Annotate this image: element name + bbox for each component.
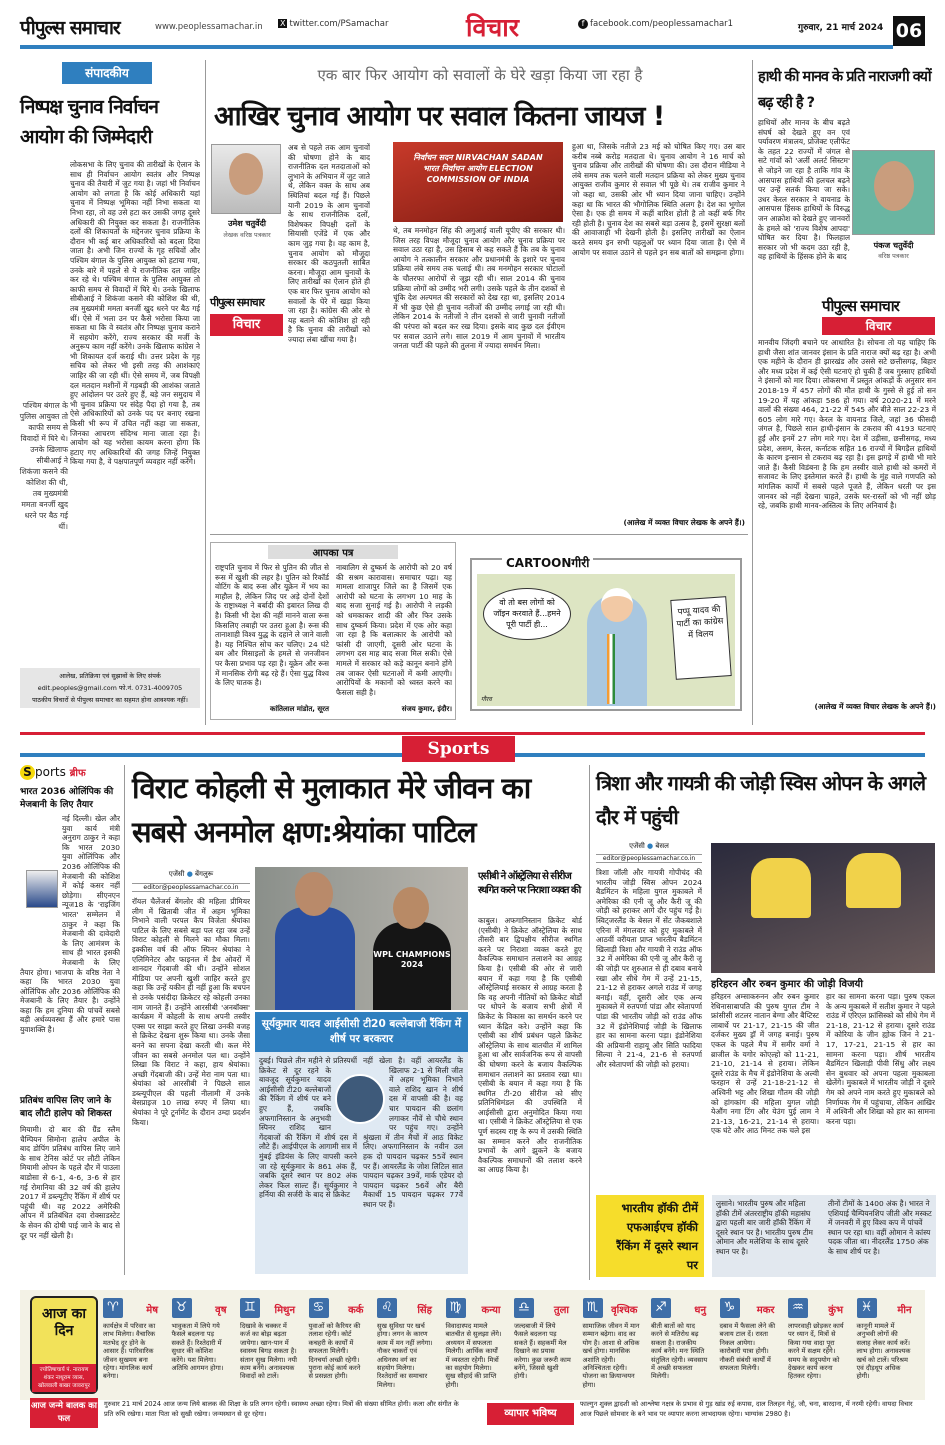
elephant-body-2: मानवीय जिंदगी बचाने पर आधारित है। सोचना तो यह चाहिए कि हाथी जैसा शांत जानवर इंसान के प्रति नाराज क्यों बढ़ रहा है। अभी एक महीने के दौरान ही झारखंड और उससे सटे छत्तीसगढ़, बिहार और मध्य प्रदेश में कई ऐसी घटनाएं हो चुकी हैं जब गुस्साए हाथियों ने इंसानों को मार दिया। लोकसभा में प्रस्तुत आंकड़ों के अनुसार सन 2018-19 में 457 लोगों की मौत हाथी के गुस्से से हुई तो सन 19-20 में यह आंकड़ा 586 हो गया। वर्ष 2020-21 में मरने वालों की संख्या 464, 21-22 में 545 और बीते साल 22-23 में 605 लोग मारे गए। केरल के वायनाड जिले, जहां 36 फीसदी जंगल है, पिछले साल हाथी-इंसान के टकराव की 4193 घटनाएं हुईं और इनमें 27 लोग मारे गए। देश में उड़ीसा, छत्तीसगढ़, मध्य प्रदेश, असम, केरल, कर्नाटक सहित 16 राज्यों में बिगड़ैल हाथियों के कारण इन्सान से टकराव बढ़ रहा है। इस झगड़े में हाथी भी मारे जाते हैं। कैसी विडंबना है कि हम तस्वीर वाले हाथी को कमरों में सजावट के लिए इस्तेमाल करते हैं। हाथी के मुंह वाले गणपति को मांगलिक कार्यों में सबसे पहले पूजते हैं, लेकिन धरती पर इस जानवर को नहीं देखना चाहते, उसके घर-रास्तों को भी नहीं छोड़ रहे, जबकि हाथी मानव-अस्तित्व के लिए अनिवार्य है। xyxy=(758,338,936,511)
lead-col1: अब से पहले तक आम चुनावों की घोषणा होने के बाद राजनीतिक दल मतदाताओं को लुभाने के अभियान में जुट जाते थे, लेकिन वक्त के साथ अब स्थितियां बदल गई हैं। पिछले यानी 2019 के आम चुनावों के साथ राजनीतिक दलों, विशेषकर विपक्षी दलों के सियासी एजेंडे में एक और काम जुड़ गया है। वह काम है, चुनाव आयोग को मौजूदा सरकार की कठपुतली साबित करना। मौजूदा आम चुनावों के लिए तारीखों का ऐलान होते ही एक बार फिर चुनाव आयोग को सवालों के घेरे में खड़ा किया जा रहा है। कांग्रेस की ओर से यह बताने की कोशिश हो रही है कि चुनाव की तारीखों को ज्यादा लंबा खींचा गया है। xyxy=(288,143,370,344)
facebook-handle[interactable]: facebook.com/peoplessamachar1 xyxy=(590,19,734,29)
shreyanka-face xyxy=(393,887,429,929)
author-face xyxy=(874,161,914,211)
zodiac-name: मिथुन xyxy=(274,1305,295,1316)
zodiac-name: वृश्चिक xyxy=(611,1305,638,1316)
hockey-body-2: तीनों टीमों के 1400 अंक है। भारत ने एशियाई चैम्पियनशिप जीती और मस्कट में जनवरी में हुए विश्व कप में पांचवें स्थान पर रहा था। वहीं ओमान ने कांस्य पदक जीता था। नीदरलैंड 1750 अंक के साथ शीर्ष पर है। xyxy=(828,1199,932,1256)
kohli-byline xyxy=(132,870,250,879)
logo-text: पीपुल्स समाचार xyxy=(822,297,899,315)
zodiac-prediction: कानूनी मामले में अनुभवी लोगों की सलाह लेकर कार्य करें। लाभ होगा। अनावश्यक खर्च को टालें। परिश्रम एवं दौड़धूप अधिक होगी। xyxy=(856,1322,911,1381)
letters-box xyxy=(210,542,456,720)
dateline: बेसल xyxy=(655,842,669,850)
zodiac-7 xyxy=(514,1298,571,1390)
hockey-body-1: लुसाने। भारतीय पुरुष और महिला हॉकी टीमें अंतरराष्ट्रीय हॉकी महासंघ द्वारा पहली बार जारी हॉकी रैंकिंग में दूसरे स्थान पर है। भारतीय पुरुष टीम ओमान और मलेशिया के साथ दूसरे स्थान पर है। xyxy=(716,1199,813,1256)
zodiac-prediction: बीती बातों को याद करने से मतिरोध बढ़ सकता है। राजकीय कार्य बनेंगे। मनः स्थिति संतुलित रहेगी। व्यवसाय में अच्छी सफलता मिलेगी। xyxy=(651,1322,708,1381)
column-divider xyxy=(124,765,125,1275)
zodiac-name: कुंभ xyxy=(828,1305,843,1316)
divider xyxy=(210,534,748,535)
zodiac-name: सिंह xyxy=(417,1305,432,1316)
zodiac-prediction: लापरवाही छोड़कर कार्य पर ध्यान दें, मित्रों से किया गया वादा पूरा करने में सक्षम रहेंगे। समय के सदुपयोग को देखकर कार्य करना हितकर रहेगा। xyxy=(788,1322,844,1381)
suryakumar-photo xyxy=(335,1074,385,1124)
player-1 xyxy=(751,858,811,918)
badminton-headline: त्रिशा और गायत्री की जोड़ी स्विस ओपन के अगले दौर में पहुंची xyxy=(596,771,926,829)
lead-headline: आखिर चुनाव आयोग पर सवाल कितना जायज ! xyxy=(214,101,665,132)
badminton-sub-col2: हार का सामना करना पड़ा। पुरुष एकल के अन्य मुकाबले में सतीश कुमार ने पहले राउंड में एरिएल फ्रांसिस्को को सीधे गेम में 21-18, 21-12 से हराया। दूसरे राउंड में कोरिया के जीन ह्योक जिन ने 21-17, 17-21, 21-15 से हार का सामना करना पड़ा। शीर्ष भारतीय बैडमिंटन खिलाड़ी पीवी सिंधु और लक्ष्य सेन बुधवार को अपना पहला मुकाबला खेलेंगे। मुकाबले में भारतीय जोड़ी ने दूसरे गेम को अपने नाम करते हुए मुकाबले को निर्णायक गेम में पहुंचाया, लेकिन आखिर में अश्विनी और शिखा को हार का सामना करना पड़ा। xyxy=(826,992,935,1126)
zodiac-prediction: कार्यक्षेत्र में परिवार का लाभ मिलेगा। वैचारिक मतभेद दूर होने के आसार हैं। पारिवारिक जीवन सुखमय बना रहेगा। मांगलिक कार्य बनेगा। xyxy=(103,1322,156,1381)
zodiac-2 xyxy=(172,1298,229,1390)
logo-label: विचार xyxy=(822,317,935,335)
kohli-body: रॉयल चैलेंजर्स बेंगलोर की महिला प्रीमियर लीग में खिताबी जीत में अहम भूमिका निभाने वाली परपल कैप विजेता श्रेयांका पाटिल के लिए सबसे बड़ा पल रहा जब उन्हें विराट कोहली से मिलने का मौका मिला। इक्कीस वर्ष की ऑफ स्पिनर श्रेयांका ने एलिमिनेटर और फाइनल में डैथ ओवरों में शानदार गेंदबाजी की थी। उन्होंने सोशल मीडिया पर अपनी खुशी जाहिर करते हुए कहा कि उन्हें यकीन ही नहीं हुआ कि बचपन से उनके पसंदीदा क्रिकेटर रहे कोहली उनका नाम जानते हैं। उन्होंने आरसीबी 'अनबॉक्स' कार्यक्रम में कोहली के साथ अपनी तस्वीर एक्स पर साझा करते हुए लिखा उनकी वजह से क्रिकेट देखना शुरू किया था। उनके जैसा बनने का सपना देखा करती थी। कल मेरे जीवन का सबसे अनमोल पल था। उन्होंने लिखा कि विराट ने कहा, हाय श्रेयांका। अच्छी गेंदबाजी की। उन्हें मेरा नाम पता था। श्रेयांका को आरसीबी ने पिछले साल डब्ल्यूपीएल की पहली नीलामी में उनके बेसप्राइज 10 लाख रुपए में लिया था। श्रेयांका ने पूरे टूर्नामेंट के दौरान उम्दा प्रदर्शन किया। xyxy=(132,897,250,1127)
author-photo xyxy=(211,144,281,214)
column-divider xyxy=(752,60,753,725)
horoscope-title: आज का दिन xyxy=(42,1306,86,1339)
agency: एजेंसी xyxy=(629,842,645,850)
zodiac-10 xyxy=(720,1298,777,1390)
elephant-headline: हाथी की मानव के प्रति नाराजगी क्यों बढ़ रही है ? xyxy=(758,69,931,111)
zodiac-symbol-icon: ♐ xyxy=(651,1298,671,1318)
sports-section-label: Sports xyxy=(402,736,515,762)
kohli-email[interactable]: editor@peoplessamachar.co.in xyxy=(132,883,250,892)
bullet-icon: ● xyxy=(647,842,654,850)
masthead-logo xyxy=(20,14,120,40)
business-forecast-text: फाल्गुन शुक्ल द्वादशी को आश्लेषा नक्षत्र के प्रभाव से गुड़ खांड रुई कपास, दाल तिलहन गेहूं, जौ, चना, बारदाना, में नरमी रहेगी। वायदा विचार आज पिछले सोमवार के बने भाव पर व्यापार करना लाभदायक रहेगा। भाग्यांक 2980 है। xyxy=(580,1400,913,1418)
cartoon-title: CARTOONगीरी xyxy=(502,554,593,571)
zodiac-name: वृष xyxy=(215,1305,227,1316)
zodiac-symbol-icon: ♍ xyxy=(446,1298,466,1318)
lead-col3: हुआ था, जिसके नतीजे 23 मई को घोषित किए गए। उस बार करीब नब्बे करोड़ मतदाता थे। चुनाव आयोग ने 16 मार्च को चुनाव प्रक्रिया और तारीखों की घोषणा की। उस दौरान मीडिया ने लंबे समय तक चलने वाली मतदान प्रक्रिया को लेकर मुख्य चुनाव आयुक्त राजीव कुमार से सवाल भी पूछे थे। तब राजीव कुमार ने जो कहा था, उसकी ओर भी ध्यान दिया जाना चाहिए। उन्होंने कहा था कि भारत की भौगोलिक स्थिति अलग है। देश का भूगोल ऐसा है। एक ही समय में कहीं बारिश होती है तो कहीं बर्फ गिर रही होती है। चुनाव देश का सबसे बड़ा उत्सव है, इसमें सुरक्षा बलों की आवाजाही भी देखनी होती है। इसलिए तारीखों का ऐलान करते समय इन सभी पहलुओं पर ध्यान दिया जाता है। ऐसे में आयोग पर सवाल उठाने से पहले इन सब बातों को समझना होगा। xyxy=(572,142,745,257)
cartoon-illustration xyxy=(477,574,735,706)
page-number: 06 xyxy=(893,16,925,46)
zodiac-prediction: जल्दबाजी में लिये फैसले बदलना पड़ सकते हैं। सहकर्मी मेल दिखाने का प्रयास करेगा। कुछ जरूरी काम बनेंगे, जिससे खुशी होगी। xyxy=(514,1322,571,1381)
zodiac-prediction: सुख सुविधा पर खर्च होगा। लगन के कारण काम में मन नहीं लगेगा। नौकर चाकरों एवं अधिनस्थ वर्ग का सहयोग मिलेगा। रिश्तेदारों का समाचार मिलेगा। xyxy=(377,1322,433,1389)
badminton-email[interactable]: editor@peoplessamachar.co.in xyxy=(596,854,702,863)
cartoon-figure xyxy=(587,594,647,706)
brief-1-body: नई दिल्ली। खेल और युवा कार्य मंत्री अनुराग ठाकुर ने कहा कि भारत 2030 युवा ओलिंपिक और 2036 ओलिंपिक की मेजबानी की कोशिश में कोई कसर नहीं छोड़ेगा। सीएनएन न्यूज18 के 'राइजिंग भारत' सम्मेलन में ठाकुर ने कहा कि मेजबानी की दावेदारी के लिए आमंत्रण के साथ ही भारत इसकी मेजबानी के लिए तैयार होगा। भाजपा के वरिष्ठ नेता ने कहा कि भारत 2030 युवा ओलिंपिक और 2036 ओलिंपिक की मेजबानी के लिए तैयार है। उन्होंने कहा कि हम दुनिया की पांचवें सबसे बड़ी अर्थव्यवस्था हैं और हमारे पास युवाशक्ति है। xyxy=(20,814,120,1035)
letters-title: आपका पत्र xyxy=(268,545,398,559)
contact-email[interactable]: edit.peoples@gmail.com फो.नं. 0731-4009705 xyxy=(37,684,183,692)
agency: एजेंसी xyxy=(168,870,185,878)
letter-2: नाबालिग से दुष्कर्म के आरोपी को 20 वर्ष की सश्रम कारावास। समाचार पढ़ा। यह मामला शाजापुर जिले का है जिसमें एक आरोपी को घटना के लगभग 10 माह के बाद सजा सुनाई गई है। आरोपी ने लड़की को धमकाकर शादी की और फिर उसके साथ दुष्कर्म किया। प्रदेश में एक ओर कहा जा रहा है कि बलात्कार के आरोपी को फांसी दी जाएगी, दूसरी ओर घटना के लगभग दस माह बाद सजा मिल सकी। ऐसे मामले में सरकार को कड़े कानून बनाने होंगे तब जाकर ऐसी घटनाओं में कमी आएगी। आरोपियों के मकानों को ध्वस्त करने का फैसला सही है। xyxy=(336,563,452,697)
zodiac-prediction: दबाव में फैसला लेने की बजाय टाल दें। रास्ता निकल आयेगा। कारोबारी यात्रा होगी। नौकरी संबंधी कार्यों में सफलता मिलेगी। xyxy=(719,1322,776,1373)
zodiac-11 xyxy=(788,1298,845,1390)
surya-body-1: दुबई। पिछले तीन महीने से प्रतिस्पर्धी क्रिकेट से दूर रहने के बावजूद सूर्यकुमार यादव आईसीसी टी20 बल्लेबाजों की रैंकिंग में शीर्ष पर बने हुए हैं, जबकि अफगानिस्तान के अनुभवी स्पिनर राशिद खान गेंदबाजों की रैंकिंग में शीर्ष दस में लौटे हैं। आईपीएल के आगामी सत्र में मुंबई इंडियंस के लिए वापसी करने जा रहे सूर्यकुमार के 861 अंक हैं, जबकि दूसरे स्थान पर 802 अंक लेकर फिल साल्ट हैं। सूर्यकुमार ने हर्निया की सर्जरी के बाद से क्रिकेट xyxy=(259,1056,357,1200)
author-name: उमेश चतुर्वेदी xyxy=(228,219,266,228)
zodiac-symbol-icon: ♏ xyxy=(583,1298,603,1318)
lead-footer: (आलेख में व्यक्त विचार लेखक के अपने हैं।) xyxy=(623,518,745,527)
author-face xyxy=(229,153,263,195)
twitter-link[interactable] xyxy=(278,19,388,29)
zodiac-symbol-icon: ♌ xyxy=(377,1298,397,1318)
zodiac-3 xyxy=(240,1298,297,1390)
zodiac-8 xyxy=(583,1298,640,1390)
zodiac-prediction: भावुकता में लिये गये फैसले बदलना पड़ सकते हैं। रिश्तेदारी में सुधार की कोशिश करेंगे। यश मिलेगा। अतिथि आगमन होगा। xyxy=(171,1322,224,1373)
kohli-face xyxy=(295,872,333,916)
masthead-logo-text: पीपुल्स समाचार xyxy=(20,17,120,39)
website-link[interactable]: www.peoplessamachar.in xyxy=(155,22,263,32)
zodiac-prediction: युवाओं को कैरियर की तलाश रहेगी। कोर्ट कचहरी के कार्यों में सफलता मिलेगी। दिनचर्या अच्छी रहेगी। पुराना कोई कार्य करने से प्रसन्नता होगी। xyxy=(308,1322,361,1381)
brief-1-container xyxy=(20,814,120,1094)
zodiac-6 xyxy=(446,1298,503,1390)
dateline: बेंगलुरू xyxy=(195,870,214,878)
author-role: लेखक वरिष्ठ पत्रकार xyxy=(223,231,271,239)
badminton-photo xyxy=(711,843,935,973)
tricolor-scarf xyxy=(607,634,615,704)
elephant-author: पंकज चतुर्वेदी xyxy=(873,241,914,250)
born-today-label: आज जन्मे बालक का फल xyxy=(30,1398,98,1428)
acb-headline: एसीबी ने ऑस्ट्रेलिया से सीरीज स्थगित करने पर निराशा व्यक्त की xyxy=(478,871,581,896)
brief-2-headline: प्रतिबंध वापिस लिए जाने के बाद लौटी हालेप को शिकस्त xyxy=(20,1096,112,1119)
kohli-shreyanka-photo xyxy=(255,867,468,1010)
editorial-headline: निष्पक्ष चुनाव निर्वाचन आयोग की जिम्मेदारी xyxy=(20,96,158,148)
logo-text: पीपुल्स समाचार xyxy=(210,296,264,309)
vichar-logo-box xyxy=(822,296,935,336)
surya-box xyxy=(255,1012,468,1274)
zodiac-12 xyxy=(857,1298,914,1390)
cartoon-placard: पप्पू यादव की पार्टी का कांग्रेस में विलय xyxy=(670,596,731,680)
zodiac-symbol-icon: ♎ xyxy=(514,1298,534,1318)
zodiac-name: कर्क xyxy=(348,1305,364,1316)
zodiac-4 xyxy=(309,1298,366,1390)
letter-1-author: कांतिलाल मांडोत, सूरत xyxy=(270,705,329,713)
zodiac-symbol-icon: ♓ xyxy=(857,1298,877,1318)
contact-box xyxy=(20,668,200,708)
lead-kicker: एक बार फिर आयोग को सवालों के घेरे खड़ा किया जा रहा है xyxy=(317,66,643,84)
badminton-body: त्रिशा जॉली और गायत्री गोपीचंद की भारतीय जोड़ी स्विस ओपन 2024 बैडमिंटन के महिला युगल मुकाबले में अमेरिका की एनी जू और कैरी जू की जोड़ी को हराकर आगे दौर पहुंच गई है। स्विट्जरलैंड के बेसल में सेंट जैकबशाले एरिना में मंगलवार को हुए मुकाबले में आठवीं वरीयता प्राप्त भारतीय बैडमिंटन खिलाड़ी त्रिशा और गायत्री ने राउंड ऑफ 32 में अमेरिका की एनी जू और कैरी जू की जोड़ी पर शुरुआत से ही दबाव बनाये रखा और सीधे गेम में उन्हें 21-15, 21-12 से हराकर अगले राउंड में जगह बनाई। वहीं, दूसरी ओर एक अन्य मुकाबले में रुतपर्णा पांडा और स्वेतापर्णा पांडा की भारतीय जोड़ी को राउंड ऑफ 32 में इंडोनेशियाई जोड़ी के खिलाफ हार का सामना करना पड़ा। इंडोनेशिया की अप्रियानी राहायू और सिति फादिया सिल्वा ने 21-4, 21-6 से रुतपर्णा और स्वेतापर्णा की जोड़ी को हराया। xyxy=(596,868,702,1069)
zodiac-name: मेष xyxy=(146,1305,158,1316)
zodiac-name: मकर xyxy=(756,1305,775,1316)
bullet-icon: ● xyxy=(186,870,193,878)
cartoonist-signature: गौरव xyxy=(481,696,492,703)
zodiac-symbol-icon: ♊ xyxy=(240,1298,260,1318)
surya-body-2: नहीं खेला है। वहीं आयरलैंड के खिलाफ 2-1 से मिली जीत में अहम भूमिका निभाने वाले राशिद खान ने शीर्ष दस में वापसी की है। वह चार पायदान की छलांग लगाकर नौवें से चौथे स्थान पर पहुंच गए। उन्होंने श्रृंखला में तीन मैचों में आठ विकेट लिए। अफगानिस्तान के नवीन उल हक दो पायदान चढ़कर 55वें स्थान पर हैं। आयरलैंड के जोश लिटिल सात पायदान चढ़कर 39वें, मार्क एडेयर दो पायदान चढ़कर 56वें और बैरी मैकार्थी 15 पायदान चढ़कर 77वें स्थान पर हैं। xyxy=(363,1056,463,1209)
letter-1: राष्ट्रपति चुनाव में फिर से पुतिन की जीत से रूस में खुशी की लहर है। पुतिन को रिकॉर्ड वोटिंग के बाद रूस और यूक्रेन में भय का माहौल है, लेकिन जिद पर अड़े दोनों देशों के राष्ट्राध्यक्ष ने बर्बादी की इबारत लिख दी है। किसी भी देश की नहीं मानने वाला रूस किसलिए तबाही पर उतरा हुआ है। रूस की तानाशाही विश्व युद्ध के दहाने ले जाने वाली है। यह निश्चित सोच कर चलिए। 24 घंटे बम और मिसाइलों के हमले से जनजीवन पर कैसा प्रभाव पड़ रहा है। यूक्रेन और रूस में मानसिक रोगी बढ़ रहे हैं। ऐसा युद्ध विश्व के लिए घातक है। xyxy=(215,563,329,688)
born-today-text: गुरुवार 21 मार्च 2024 आज जन्म लिये बालक की शिक्षा के प्रति लगन रहेगी। स्वास्थ्य अच्छा रहेगा। मित्रों की संख्या सीमित होगी। कला और संगीत के प्रति रुचि रखेगा। माता पिता को सुखी रखेगा। जन्मस्थान से दूर रहेगा। xyxy=(104,1400,459,1418)
disclaimer: पाठकीय विचारों से पीपुल्स समाचार का सहमत होना आवश्यक नहीं। xyxy=(32,696,188,704)
section-title: विचार xyxy=(466,13,519,42)
zodiac-name: तुला xyxy=(553,1305,569,1316)
zodiac-1 xyxy=(103,1298,160,1390)
zodiac-symbol-icon: ♒ xyxy=(788,1298,808,1318)
header-rule xyxy=(20,45,893,49)
acb-body: काबुल। अफगानिस्तान क्रिकेट बोर्ड (एसीबी) ने क्रिकेट ऑस्ट्रेलिया के साथ तीसरी बार द्विपक्षीय सीरीज स्थगित करने पर निराशा व्यक्त करते हुए वैकल्पिक समाधान तलाशने का आग्रह किया है। एसीबी की ओर से जारी बयान में कहा गया है कि एसीबी ऑस्ट्रेलियाई सरकार से आग्रह करता है कि वह अपनी नीतियों को क्रिकेट बोर्डों पर थोपने के बजाय सभी क्षेत्रों में क्रिकेट के विकास का समर्थन करने पर ध्यान केंद्रित करे। उन्होंने कहा कि एसीबी का शीर्ष प्रबंधन पहले क्रिकेट ऑस्ट्रेलिया के साथ बातचीत में शामिल हुआ था और सार्वजनिक रूप से वापसी की घोषणा करने के बजाय वैकल्पिक समाधान तलाशने का प्रस्ताव रखा था। एसीबी के बयान में कहा गया है कि स्थगित टी-20 सीरीज को सीए प्रतिनिधिमंडल की उपस्थिति में आईसीसी द्वारा अनुमोदित किया गया था। एसीबी ने क्रिकेट ऑस्ट्रेलिया से एक पूर्ण सदस्य राष्ट्र के रूप में उसकी स्थिति का सम्मान करने और राजनीतिक प्रभावों के आगे झुकने के बजाय वैकल्पिक समाधानों की तलाश करने का आग्रह किया है। xyxy=(478,916,582,1175)
brief-s: S xyxy=(20,765,35,780)
astrologer-credit: ज्योतिषाचार्य पं. नारायण शंकर नाथूराम व्यास, खोलवाली बाखर जावरापुर xyxy=(32,1364,96,1392)
player-2 xyxy=(846,853,901,908)
letter-2-author: संजय कुमार, इंदौर। xyxy=(401,705,452,713)
elephant-footer: (आलेख में व्यक्त विचार लेखक के अपने हैं।) xyxy=(814,702,936,711)
zodiac-symbol-icon: ♋ xyxy=(309,1298,329,1318)
surya-headline: सूर्यकुमार यादव आईसीसी टी20 बल्लेबाजी रैंकिंग में शीर्ष पर बरकरार xyxy=(255,1012,468,1052)
brief-1-headline: भारत 2036 ओलिंपिक की मेजबानी के लिए तैयार xyxy=(20,787,114,810)
logo-label: विचार xyxy=(210,314,283,336)
cartoon-box xyxy=(470,558,742,711)
zodiac-9 xyxy=(651,1298,708,1390)
badminton-sub-col1: हरिहरन अम्साकरुनन और रुबन कुमार रेथिनासाबापति की पुरुष युगल टीम ने फ्रांसीसी शटलर नातान बेग्गा और बैप्टिस्ट लाबार्थे पर 21-17, 21-15 की जीत दर्जकर मुख्य ड्रॉ में जगह बनाई। पुरुष एकल के पहले मैच में समीर वर्मा ने ब्राजील के यगोर कोएल्हो को 11-21, 21-10, 21-14 से हराया। लेकिन दूसरे राउंड के मैच में इंडोनेशिया के अल्वी फरहान से उन्हें 21-18-21-12 से अश्विनी भट्ट और शिखा गौतम की जोड़ी को हांगकांग की महिला युगल जोड़ी येऔंग नगा टिंग और येउंग पुई लाम ने 21-13, 16-21, 21-14 से हराया। एक घंटे और आठ मिनट तक चले इस xyxy=(711,992,819,1136)
issue-date: गुरुवार, 21 मार्च 2024 xyxy=(798,23,884,33)
business-forecast-label: व्यापार भविष्य xyxy=(487,1403,574,1425)
election-commission-image: निर्वाचन सदन NIRVACHAN SADAN भारत निर्वाचन आयोग ELECTION COMMISSION OF INDIA xyxy=(393,142,563,222)
kohli-figure xyxy=(275,907,355,1010)
zodiac-symbol-icon: ♑ xyxy=(720,1298,740,1318)
hockey-headline: भारतीय हॉकी टीमें एफआईएच हॉकी रैंकिंग में दूसरे स्थान पर xyxy=(596,1195,704,1277)
vichar-logo-box xyxy=(210,295,283,345)
facebook-link[interactable] xyxy=(578,19,733,29)
facebook-icon: f xyxy=(578,19,588,29)
zodiac-symbol-icon: ♈ xyxy=(103,1298,123,1318)
kohli-headline: विराट कोहली से मुलाकात मेरे जीवन का सबसे अनमोल क्षण:श्रेयांका पाटिल xyxy=(132,771,531,849)
cartoon-face xyxy=(601,588,633,622)
badminton-subheadline: हरिहरन और रुबन कुमार की जोड़ी विजयी xyxy=(711,979,863,990)
zodiac-name: कन्या xyxy=(481,1305,501,1316)
zodiac-symbol-icon: ♉ xyxy=(172,1298,192,1318)
brief-ports: ports xyxy=(35,765,66,779)
zodiac-name: मीन xyxy=(897,1305,912,1316)
hockey-box xyxy=(712,1195,936,1277)
lead-col2: थे, तब मनमोहन सिंह की अगुआई वाली यूपीए की सरकार थी। जिस तरह विपक्ष मौजूदा चुनाव आयोग और चुनाव प्रक्रिया पर सवाल उठा रहा है, उस हिसाब से कह सकते हैं कि तब के चुनाव आयोग ने तत्कालीन सरकार और प्रधानमंत्री के इशारे पर चुनाव प्रक्रिया लंबे समय तक चलाई थी। तब मनमोहन सरकार घोटालों के चौतरफा आरोपों से जूझ रही थी। साल 2014 की चुनाव प्रक्रिया लोगों को उम्मीद भरी लगी। उसके पहले के तीन दशकों से चूंकि देश अल्पमत की सरकारों को देख रहा था, इसलिए 2014 में भी कुछ ऐसे ही चुनाव नतीजों की उम्मीद लगाई जा रही थी। लेकिन 2014 के नतीजों ने तीन दशकों से जारी चुनावी नतीजों की परंपरा को बदल कर रख दिया। इसके बाद कुछ दल ईवीएम पर सवाल उठाने लगे। साल 2019 में आम चुनावों में भारतीय जनता पार्टी की पहले की तुलना में ज्यादा समर्थन मिला। xyxy=(393,226,565,351)
twitter-handle[interactable]: twitter.com/PSamachar xyxy=(289,19,389,29)
zodiac-prediction: सामाजिक जीवन में मान सम्मान बढ़ेगा। वाद का योग है। आशा से अधिक खर्च होगा। मानसिक अशांति रहेगी। अनिश्चितता रहेगी। योजना का क्रियान्वयन होगा। xyxy=(582,1322,640,1389)
sports-top-rule xyxy=(20,732,925,735)
editorial-pullquote: पश्चिम बंगाल के पुलिस आयुक्त तो काफी समय से विवादों में घिरे थे। उनके खिलाफ सीबीआई ने शिकंजा कसने की कोशिश की थी, तब मुख्यमंत्री ममता बनर्जी खुद धरने पर बैठ गई थीं। xyxy=(19,401,68,531)
zodiac-5 xyxy=(377,1298,434,1390)
brief-b: ब्रीफ xyxy=(69,768,86,779)
speech-bubble: वो तो बस लोगों को जॉइन करवाते हैं...हमने पूरी पार्टी ही... xyxy=(483,588,571,640)
elephant-author-role: वरिष्ठ पत्रकार xyxy=(878,252,909,260)
shirt-text: WPL CHAMPIONS 2024 xyxy=(373,922,451,1010)
editorial-tag: संपादकीय xyxy=(62,62,152,84)
column-divider xyxy=(205,60,206,725)
zodiac-name: धनु xyxy=(694,1305,706,1316)
sports-brief-label xyxy=(20,765,120,780)
brief-2-body: मियामी। दो बार की ग्रैंड स्लैम चैम्पियन सिमोना हालेप अपील के बाद डोपिंग प्रतिबंध वापिस लिए जाने के साथ टेनिस कोर्ट पर लौटी लेकिन मियामी ओपन के पहले दौर में पाउला बाडोसा से 6-1, 4-6, 3-6 से हार गई रोमानिया की 32 वर्ष की हालेप 2017 में डब्ल्यूटीए रैंकिंग में शीर्ष पर पहुंची थी। वह 2022 अमेरिकी ओपन में प्रतिबंधित दवा रोक्साडस्टेट के सेवन की दोषी पाई जाने के बाद से दूर पर नहीं खेली है। xyxy=(20,1125,120,1240)
anurag-thakur-photo xyxy=(26,870,58,908)
badminton-byline xyxy=(596,842,702,851)
zodiac-prediction: विवादास्पद मामले बातचीत से सुलझा लेंगे। अध्ययन में सफलता मिलेगी। आर्थिक कार्यों में व्यस्तता रहेगी। मित्रों का सहयोग मिलेगा। सुख सौहार्द की प्राप्ति होगी। xyxy=(445,1322,502,1389)
column-divider xyxy=(589,765,590,1280)
contact-heading: आलेख, प्रतिक्रिया एवं सुझावों के लिए संपर्क xyxy=(59,672,161,680)
zodiac-prediction: दिखावे के चक्कर में कर्ज का बोझ बढ़ता जायेगा। खान-पान में स्वास्थ्य बिगड़ सकता है। संतान सुख मिलेगा। नयी काम बनेंगे। अनावश्यक विवादों को टालें। xyxy=(240,1322,297,1381)
elephant-body-1: हाथियों और मानव के बीच बढ़ते संघर्ष को देखते हुए वन एवं पर्यावरण मंत्रालय, प्रोजेक्ट एलीफेंट के तहत 22 राज्यों में जंगल से सटे गांवों को 'अर्ली अलर्ट सिस्टम' से जोड़ने जा रहा है ताकि गांव के आसपास हाथियों की हलचल बढ़ने पर उन्हें सतर्क किया जा सके। उधर केरल सरकार ने वायनाड के आसपास हिंसक हाथियों के विरुद्ध जन आक्रोश को देखते हुए जानवरों के हमले को 'राज्य विशेष आपदा' घोषित कर दिया है। फिलहाल सरकार जो भी कदम उठा रही है, वह हाथियों के हिंसक होने के बाद xyxy=(758,118,850,262)
x-icon: X xyxy=(280,19,286,28)
editorial-body: लोकसभा के लिए चुनाव की तारीखों के ऐलान के साथ ही निर्वाचन आयोग स्वतंत्र और निष्पक्ष चुनाव की तैयारी में जुट गया है। जहां भी निर्वाचन आयोग को लगता है कि कोई अधिकारी यहां चुनाव में निष्पक्ष भूमिका नहीं निभा सकता या निभा रहा, तो वह उसे हटा कर उसकी जगह दूसरे अधिकारी की नियुक्त कर सकता है। राजनीतिक दलों की शिकायतों के मद्देनजर चुनाव प्रक्रिया के दौरान भी कई बार अधिकारियों को बदला दिया जाता है। अभी जिन राज्यों के गृह सचिवों और पश्चिम बंगाल के पुलिस आयुक्त को हटाया गया, उनके बारे में पहले से ये राजनीतिक दल जाहिर कर रहे थे। पश्चिम बंगाल के पुलिस आयुक्त तो काफी समय से विवादों में घिरे थे। उनके खिलाफ सीबीआई ने शिकंजा कसने की कोशिश की थी, तब मुख्यमंत्री ममता बनर्जी खुद धरने पर बैठ गई थीं। ऐसे में भला उन पर कैसे भरोसा किया जा सकता था कि वे स्वतंत्र और निष्पक्ष चुनाव कराने में सहयोग करेंगे, राज्य सरकार की मर्जी के अनुरूप काम नहीं करेंगे। उनके खिलाफ कांग्रेस ने भी शिकायत दर्ज कराई थी। उत्तर प्रदेश के गृह सचिव को लेकर भी इसी तरह की आशंकाएं जाहिर की जा रही थीं। ऐसे समय में, जब विपक्षी दल मतदान मशीनों में गड़बड़ी की आशंका जताते हुए आंदोलन पर उतरे हुए हैं, बड़े जन समुदाय में भी चुनाव प्रक्रिया पर संदेह पैदा हो गया है, तब ऐसे अधिकारियों को उनके पद पर बनाए रखना किसी भी रूप में उचित नहीं कहा जा सकता, जिनका आचरण संदिग्ध माना जाता रहा है। आयोग को यह भरोसा कायम करना होगा कि हटाए गए अधिकारियों की जगह जिन्हें नियुक्त किया गया है, वे पक्षपातपूर्ण व्यवहार नहीं करेंगे। xyxy=(70,160,200,467)
horoscope-title-box xyxy=(30,1296,98,1394)
author-photo xyxy=(852,150,935,235)
